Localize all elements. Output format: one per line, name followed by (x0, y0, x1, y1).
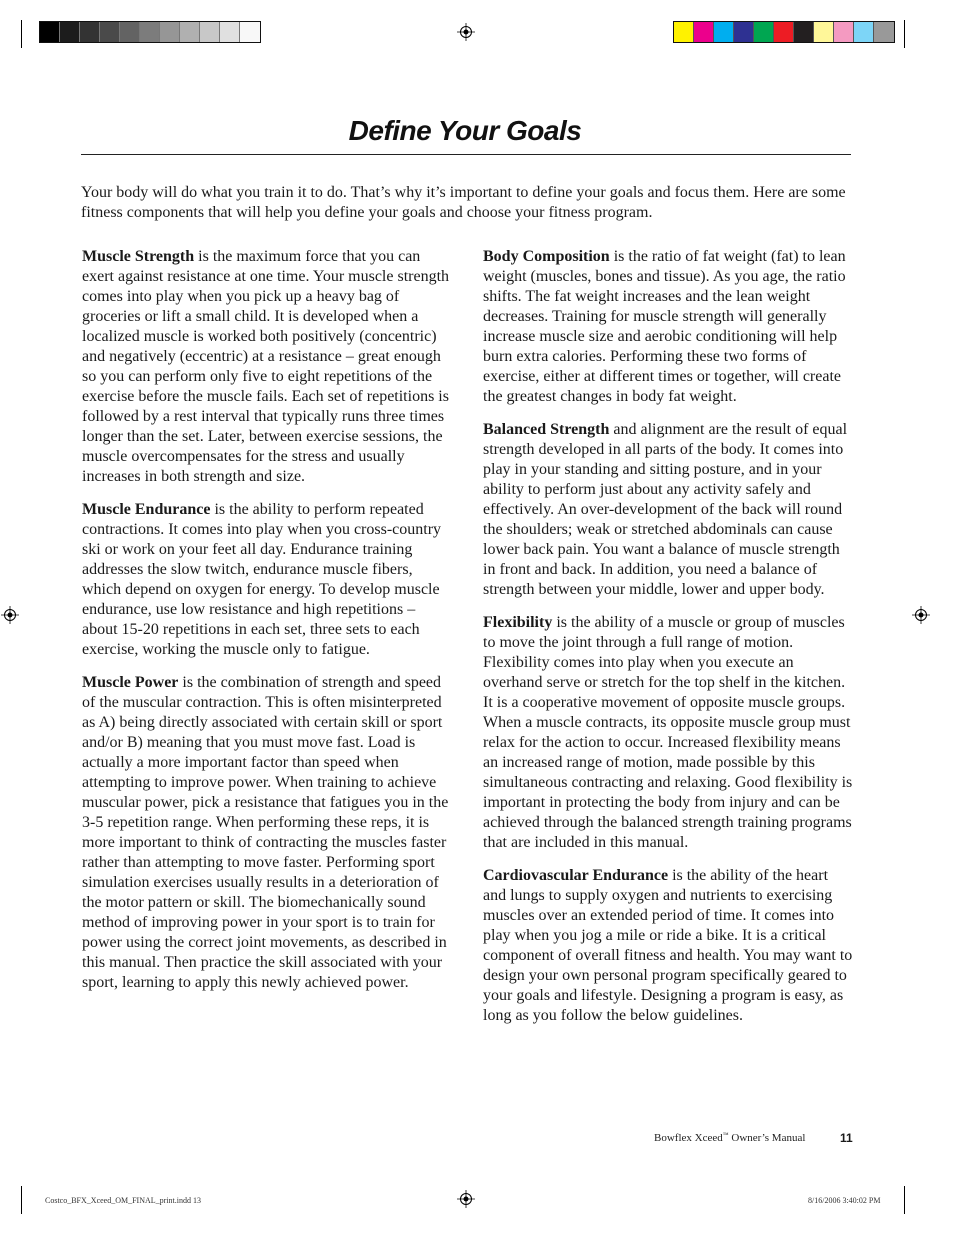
color-swatch (854, 22, 874, 42)
section-text: is the combination of strength and speed of the muscular contraction. This is often misinterpreted as A) being directly associated with certain skill or sport and/or B) meaning that you must move fast. Load is actually a more important factor than speed when attempting to improve power. When training to achieve muscular power, pick a resistance that fatigues you in the 3-5 repetition range. When performing these reps, it is more important to think of contracting the muscles faster rather than attempting to move faster. Performing sport simulation exercises usually results in a deterioration of the motor pattern or skill. The biomechanically sound method of improving power in your sport is to train for power using the correct joint movements, as described in this manual. Then practice the skill associated with your sport, learning to apply this newly achieved power. (82, 674, 449, 991)
title-divider (81, 154, 851, 155)
section-muscle-power (82, 673, 454, 993)
section-term: Body Composition (483, 248, 610, 265)
crop-mark (904, 1186, 905, 1214)
section-flexibility (483, 613, 855, 853)
gray-swatch (100, 22, 120, 42)
color-swatch (714, 22, 734, 42)
footer-brand: Bowflex Xceed (654, 1132, 723, 1144)
gray-swatch (140, 22, 160, 42)
color-swatch (814, 22, 834, 42)
section-text: is the ability of a muscle or group of muscles to move the joint through a full range of motion. Flexibility comes into play when you execute an overhand serve or stretch for the top shelf in the kitchen. It is a cooperative movement of opposite muscle groups. When a muscle contracts, its opposite muscle group must relax for the action to occur. Increased flexibility means an increased range of motion, made possible by this simultaneous contracting and relaxing. Good flexibility is important in protecting the body from injury and can be achieved through the balanced strength training programs that are included in this manual. (483, 614, 853, 851)
section-text: is the ability to perform repeated contractions. It comes into play when you cross-country ski or work on your feet all day. Endurance training addresses the slow twitch, endurance muscle fibers, which depend on oxygen for energy. To develop muscle endurance, use low resistance and high repetitions – about 15-20 repetitions in each set, three sets to each exercise, working the muscle only to fatigue. (82, 501, 442, 658)
registration-mark-icon (1, 606, 19, 624)
gray-swatch (200, 22, 220, 42)
gray-swatch (220, 22, 240, 42)
registration-mark-icon (457, 23, 475, 41)
page-number: 11 (840, 1131, 853, 1145)
section-muscle-endurance (82, 500, 454, 660)
registration-mark-icon (912, 606, 930, 624)
section-text: is the ability of the heart and lungs to supply oxygen and nutrients to exercising muscles over an extended period of time. It comes into play when you jog a mile or ride a bike. It is a critical component of overall fitness and health. You may want to design your own personal program specifically geared to your goals and lifestyle. Designing a program is easy, as long as you follow the below guidelines. (483, 867, 853, 1024)
section-term: Muscle Strength (82, 248, 195, 265)
gray-swatch (240, 22, 260, 42)
color-swatch (834, 22, 854, 42)
section-text: and alignment are the result of equal strength developed in all parts of the body. It comes into play in your standing and sitting posture, and in your ability to perform just about any activity safely and effectively. An over-development of the back will round the shoulders; weak or stretched abdominals can cause lower back pain. You want a balance of muscle strength in front and back. In addition, you need a balance of strength between your middle, lower and upper body. (483, 421, 848, 598)
registration-mark-icon (457, 1190, 475, 1208)
section-text: is the ratio of fat weight (fat) to lean weight (muscles, bones and tissue). As you age, the ratio shifts. The fat weight increases and the lean weight decreases. Training for muscle strength will generally increase muscle size and aerobic conditioning will help burn extra calories. Performing these two forms of exercise, either at different times or together, will create the greatest changes in body fat weight. (483, 248, 846, 405)
crop-mark (21, 1186, 22, 1214)
section-term: Muscle Power (82, 674, 179, 691)
section-muscle-strength (82, 247, 454, 487)
section-cardiovascular-endurance (483, 866, 855, 1026)
color-calibration-bar (673, 21, 895, 43)
section-term: Flexibility (483, 614, 553, 631)
page-title: Define Your Goals (348, 115, 582, 146)
section-term: Balanced Strength (483, 421, 610, 438)
gray-swatch (160, 22, 180, 42)
section-balanced-strength (483, 420, 855, 600)
footer-manual-label (654, 1132, 805, 1144)
crop-mark (904, 20, 905, 48)
intro-paragraph: Your body will do what you train it to do. That’s why it’s important to define your goals and focus them. Here are some fitness components that will help you define your goals and choose your fitness program. (81, 184, 846, 221)
slug-timestamp: 8/16/2006 3:40:02 PM (808, 1196, 881, 1205)
color-swatch (774, 22, 794, 42)
slug-filename: Costco_BFX_Xceed_OM_FINAL_print.indd 13 (45, 1196, 201, 1205)
section-term: Muscle Endurance (82, 501, 211, 518)
gray-swatch (40, 22, 60, 42)
gray-swatch (80, 22, 100, 42)
gray-swatch (120, 22, 140, 42)
gray-swatch (60, 22, 80, 42)
right-column (483, 247, 855, 1039)
left-column (82, 247, 454, 1006)
color-swatch (694, 22, 714, 42)
section-term: Cardiovascular Endurance (483, 867, 669, 884)
color-swatch (754, 22, 774, 42)
trademark-symbol: ™ (722, 1132, 729, 1139)
color-swatch (674, 22, 694, 42)
crop-mark (21, 20, 22, 48)
section-text: is the maximum force that you can exert against resistance at one time. Your muscle strength comes into play when you pick up a heavy bag of groceries or lift a small child. It is developed when a localized muscle is worked both positively (concentric) and negatively (eccentric) at a resistance – great enough so you can perform only five to eight repetitions of the exercise before the muscle fails. Each set of repetitions is followed by a rest interval that typically runs three times longer than the set. Later, between exercise sessions, the muscle overcompensates for the stress and usually increases in both strength and size. (82, 248, 450, 485)
section-body-composition (483, 247, 855, 407)
color-swatch (794, 22, 814, 42)
color-swatch (734, 22, 754, 42)
grayscale-calibration-bar (39, 21, 261, 43)
footer-manual: Owner’s Manual (728, 1132, 806, 1144)
color-swatch (874, 22, 894, 42)
gray-swatch (180, 22, 200, 42)
